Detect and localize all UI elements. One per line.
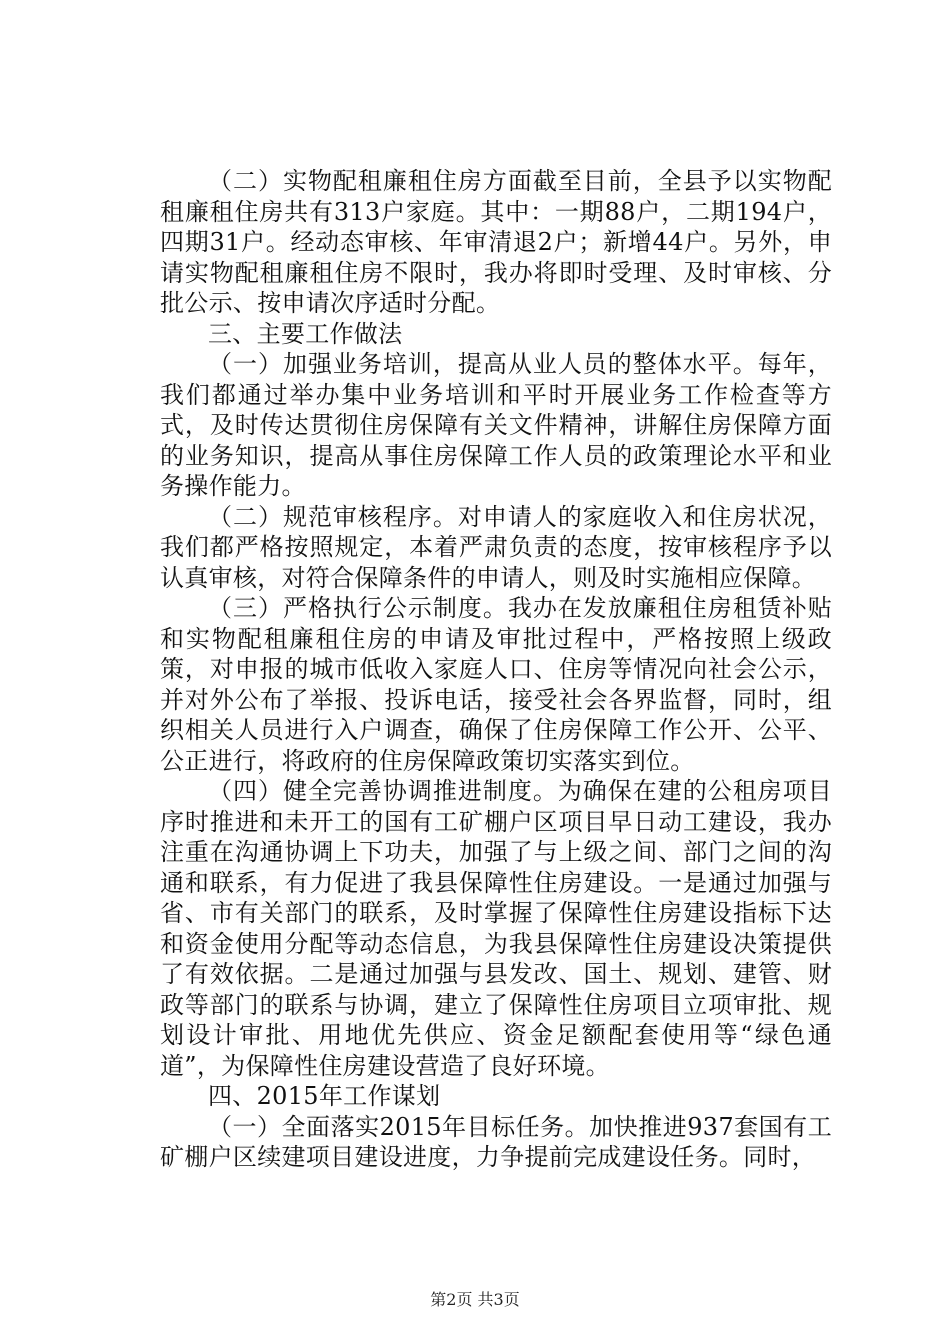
paragraph-coordination: （四）健全完善协调推进制度。为确保在建的公租房项目序时推进和未开工的国有工矿棚户区项目早日动工建设，我办注重在沟通协调上下功夫，加强了与上级之间、部门之间的沟通和联系，有力促进了我县保障性住房建设。一是通过加强与省、市有关部门的联系，及时掌握了保障性住房建设指标下达和资金使用分配等动态信息，为我县保障性住房建设决策提供了有效依据。二是通过加强与县发改、国土、规划、建管、财政等部门的联系与协调，建立了保障性住房项目立项审批、规划设计审批、用地优先供应、资金足额配套使用等“绿色通道”，为保障性住房建设营造了良好环境。	[160, 777, 832, 1080]
heading-main-practices: 三、主要工作做法	[208, 319, 403, 348]
page-number-footer: 第2页 共3页	[430, 1290, 520, 1309]
paragraph-2015-targets: （一）全面落实2015年目标任务。加快推进937套国有工矿棚户区续建项目建设进度，力争提前完成建设任务。同时，	[160, 1112, 832, 1171]
paragraph-public-notice: （三）严格执行公示制度。我办在发放廉租住房租赁补贴和实物配租廉租住房的申请及审批过程中，严格按照上级政策，对申报的城市低收入家庭人口、住房等情况向社会公示，并对外公布了举报、投诉电话，接受社会各界监督，同时，组织相关人员进行入户调查，确保了住房保障工作公开、公平、公正进行，将政府的住房保障政策切实落实到位。	[160, 594, 832, 775]
paragraph-review-procedure: （二）规范审核程序。对申请人的家庭收入和住房状况，我们都严格按照规定，本着严肃负责的态度，按审核程序予以认真审核，对符合保障条件的申请人，则及时实施相应保障。	[160, 502, 832, 592]
heading-2015-plan: 四、2015年工作谋划	[208, 1082, 441, 1110]
paragraph-training: （一）加强业务培训，提高从业人员的整体水平。每年，我们都通过举办集中业务培训和平时开展业务工作检查等方式，及时传达贯彻住房保障有关文件精神，讲解住房保障方面的业务知识，提高从事住房保障工作人员的政策理论水平和业务操作能力。	[160, 350, 832, 500]
document-body	[160, 166, 832, 1173]
paragraph-physical-rental: （二）实物配租廉租住房方面截至目前，全县予以实物配租廉租住房共有313户家庭。其中：一期88户，二期194户，四期31户。经动态审核、年审清退2户；新增44户。另外，申请实物配租廉租住房不限时，我办将即时受理、及时审核、分批公示、按申请次序适时分配。	[160, 167, 832, 317]
